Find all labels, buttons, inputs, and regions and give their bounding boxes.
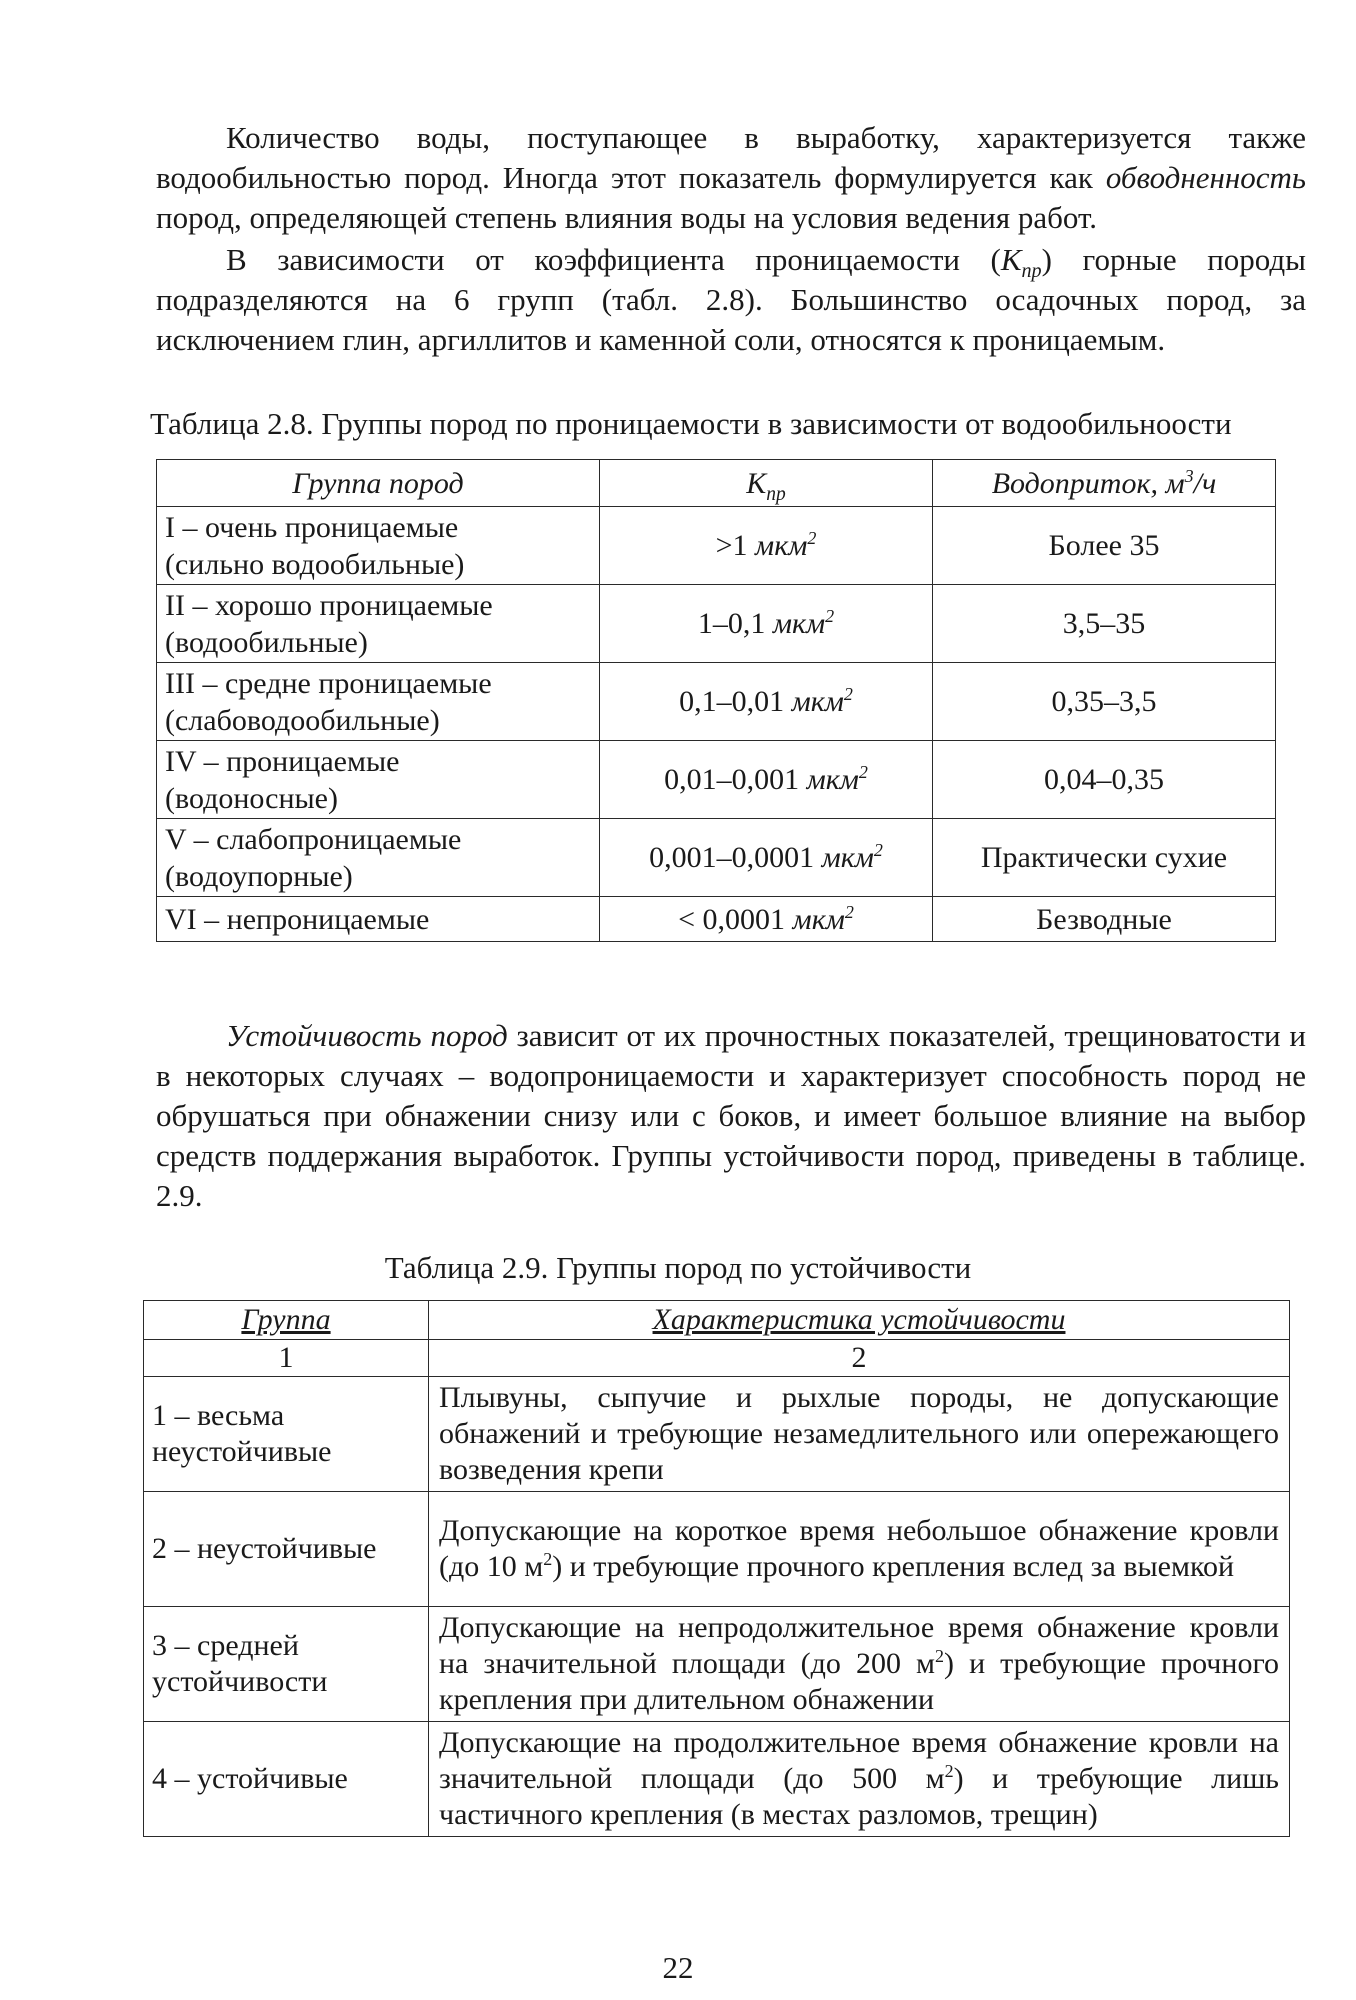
table-2-8 xyxy=(156,459,1276,942)
table-row xyxy=(157,897,1276,942)
header-description: Характеристика устойчивости xyxy=(429,1301,1290,1340)
cell-group: I – очень проницаемые (сильно водообильные) xyxy=(157,507,600,585)
table-row xyxy=(144,1377,1290,1492)
cell-description: Допускающие на короткое время небольшое обнажение кровли (до 10 $м^2$) и требующие прочного крепления вслед за выемкой xyxy=(429,1492,1290,1607)
paragraph-water-inflow: Количество воды, поступающее в выработку, характеризуется также водообильностью пород. Иногда этот показатель формулируется как обводненность пород, определяющей степень влияния воды на условия ведения работ. xyxy=(156,120,1306,235)
page-number: 22 xyxy=(662,1950,694,1985)
cell-group: III – средне проницаемые (слабоводообильные) xyxy=(157,663,600,741)
cell-water: Безводные xyxy=(933,897,1276,942)
column-number: 1 xyxy=(144,1340,429,1377)
column-number-row xyxy=(144,1340,1290,1377)
cell-description: Допускающие на непродолжительное время обнажение кровли на значительной площади (до 200 $м^2$) и требующие прочного крепления при длительном обнажении xyxy=(429,1607,1290,1722)
cell-k: 1–0,1 мкм$^2$ xyxy=(600,585,933,663)
paragraph-permeability: В зависимости от коэффициента проницаемости $(К_{пр})$ горные породы подразделяются на 6 групп (табл. 2.8). Большинство осадочных пород, за исключением глин, аргиллитов и каменной соли, относятся к проницаемым. xyxy=(156,242,1306,357)
cell-water: Более 35 xyxy=(933,507,1276,585)
cell-group: 2 – неустойчивые xyxy=(144,1492,429,1607)
header-group: Группа пород xyxy=(157,460,600,507)
cell-description: Плывуны, сыпучие и рыхлые породы, не допускающие обнажений и требующие незамедлительного или опережающего возведения крепи xyxy=(429,1377,1290,1492)
cell-water: 0,04–0,35 xyxy=(933,741,1276,819)
header-group: Группа xyxy=(144,1301,429,1340)
cell-k: 0,001–0,0001 мкм$^2$ xyxy=(600,819,933,897)
cell-water: 3,5–35 xyxy=(933,585,1276,663)
cell-group: II – хорошо проницаемые (водообильные) xyxy=(157,585,600,663)
cell-group: 4 – устойчивые xyxy=(144,1722,429,1837)
column-number: 2 xyxy=(429,1340,1290,1377)
table-row xyxy=(144,1722,1290,1837)
cell-water: Практически сухие xyxy=(933,819,1276,897)
cell-group: 1 – весьма неустойчивые xyxy=(144,1377,429,1492)
table-row xyxy=(157,819,1276,897)
table-header-row xyxy=(157,460,1276,507)
table-row xyxy=(144,1607,1290,1722)
cell-group: V – слабопроницаемые (водоупорные) xyxy=(157,819,600,897)
table-row xyxy=(144,1492,1290,1607)
table-2-9 xyxy=(143,1300,1290,1837)
header-water: Водоприток, $м^3/ч$ xyxy=(933,460,1276,507)
table-row xyxy=(157,741,1276,819)
cell-group: IV – проницаемые (водоносные) xyxy=(157,741,600,819)
paragraph-stability: Устойчивость пород зависит от их прочностных показателей, трещиноватости и в некоторых случаях – водопроницаемости и характеризует способность пород не обрушаться при обнажении снизу или с боков, и имеет большое влияние на выбор средств поддержания выработок. Группы устойчивости пород, приведены в таблице. 2.9. xyxy=(156,1018,1306,1213)
cell-description: Допускающие на продолжительное время обнажение кровли на значительной площади (до 500 $м^2$) и требующие лишь частичного крепления (в местах разломов, трещин) xyxy=(429,1722,1290,1837)
table-header-row xyxy=(144,1301,1290,1340)
header-k: $К_{пр}$ xyxy=(600,460,933,507)
cell-group: 3 – средней устойчивости xyxy=(144,1607,429,1722)
cell-group: VI – непроницаемые xyxy=(157,897,600,942)
table-2-9-caption: Таблица 2.9. Группы пород по устойчивости xyxy=(384,1250,972,1285)
cell-water: 0,35–3,5 xyxy=(933,663,1276,741)
cell-k: 0,1–0,01 мкм$^2$ xyxy=(600,663,933,741)
cell-k: 0,01–0,001 мкм$^2$ xyxy=(600,741,933,819)
cell-k: < 0,0001 мкм$^2$ xyxy=(600,897,933,942)
table-row xyxy=(157,663,1276,741)
table-row xyxy=(157,585,1276,663)
table-2-8-caption: Таблица 2.8. Группы пород по проницаемости в зависимости от водообильноости xyxy=(150,406,1232,441)
cell-k: >1 мкм$^2$ xyxy=(600,507,933,585)
table-row xyxy=(157,507,1276,585)
